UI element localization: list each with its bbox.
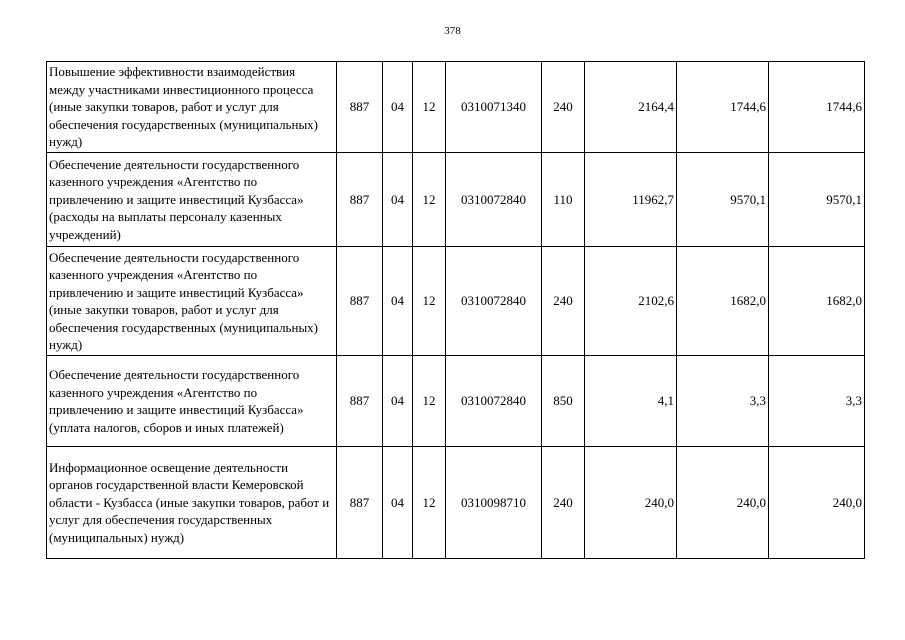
row-description: Обеспечение деятельности государственного казенного учреждения «Агентство по привлечению и защите инвестиций Кузбасса» (уплата налогов, сборов и иных платежей) <box>47 356 337 447</box>
section-code: 04 <box>383 247 413 356</box>
target-article-code: 0310072840 <box>446 247 542 356</box>
amount-2: 9570,1 <box>677 153 769 247</box>
section-code: 04 <box>383 356 413 447</box>
target-article-code: 0310072840 <box>446 356 542 447</box>
row-description: Повышение эффективности взаимодействия между участниками инвестиционного процесса (иные закупки товаров, работ и услуг для обеспечения государственных (муниципальных) нужд) <box>47 62 337 153</box>
amount-2: 3,3 <box>677 356 769 447</box>
expense-type-code: 240 <box>542 62 585 153</box>
amount-3: 9570,1 <box>769 153 865 247</box>
amount-3: 1744,6 <box>769 62 865 153</box>
budget-table <box>46 61 865 559</box>
expense-type-code: 110 <box>542 153 585 247</box>
row-description: Обеспечение деятельности государственного казенного учреждения «Агентство по привлечению и защите инвестиций Кузбасса» (иные закупки товаров, работ и услуг для обеспечения государственных (муниципальных) нужд) <box>47 247 337 356</box>
amount-1: 4,1 <box>585 356 677 447</box>
subsection-code: 12 <box>413 247 446 356</box>
amount-3: 240,0 <box>769 447 865 559</box>
ministry-code: 887 <box>337 62 383 153</box>
table-row <box>47 153 865 247</box>
amount-2: 1744,6 <box>677 62 769 153</box>
target-article-code: 0310098710 <box>446 447 542 559</box>
table-row <box>47 62 865 153</box>
row-description: Информационное освещение деятельности органов государственной власти Кемеровской области - Кузбасса (иные закупки товаров, работ и услуг для обеспечения государственных (муниципальных) нужд) <box>47 447 337 559</box>
amount-1: 2102,6 <box>585 247 677 356</box>
ministry-code: 887 <box>337 356 383 447</box>
amount-3: 1682,0 <box>769 247 865 356</box>
amount-3: 3,3 <box>769 356 865 447</box>
amount-1: 11962,7 <box>585 153 677 247</box>
subsection-code: 12 <box>413 62 446 153</box>
expense-type-code: 240 <box>542 247 585 356</box>
target-article-code: 0310071340 <box>446 62 542 153</box>
expense-type-code: 850 <box>542 356 585 447</box>
section-code: 04 <box>383 153 413 247</box>
subsection-code: 12 <box>413 153 446 247</box>
target-article-code: 0310072840 <box>446 153 542 247</box>
page-number: 378 <box>444 25 461 37</box>
row-description: Обеспечение деятельности государственного казенного учреждения «Агентство по привлечению и защите инвестиций Кузбасса» (расходы на выплаты персоналу казенных учреждений) <box>47 153 337 247</box>
subsection-code: 12 <box>413 356 446 447</box>
section-code: 04 <box>383 62 413 153</box>
ministry-code: 887 <box>337 247 383 356</box>
table-row <box>47 447 865 559</box>
subsection-code: 12 <box>413 447 446 559</box>
table-row <box>47 247 865 356</box>
section-code: 04 <box>383 447 413 559</box>
ministry-code: 887 <box>337 153 383 247</box>
amount-1: 2164,4 <box>585 62 677 153</box>
amount-2: 240,0 <box>677 447 769 559</box>
table-row <box>47 356 865 447</box>
amount-1: 240,0 <box>585 447 677 559</box>
expense-type-code: 240 <box>542 447 585 559</box>
amount-2: 1682,0 <box>677 247 769 356</box>
ministry-code: 887 <box>337 447 383 559</box>
